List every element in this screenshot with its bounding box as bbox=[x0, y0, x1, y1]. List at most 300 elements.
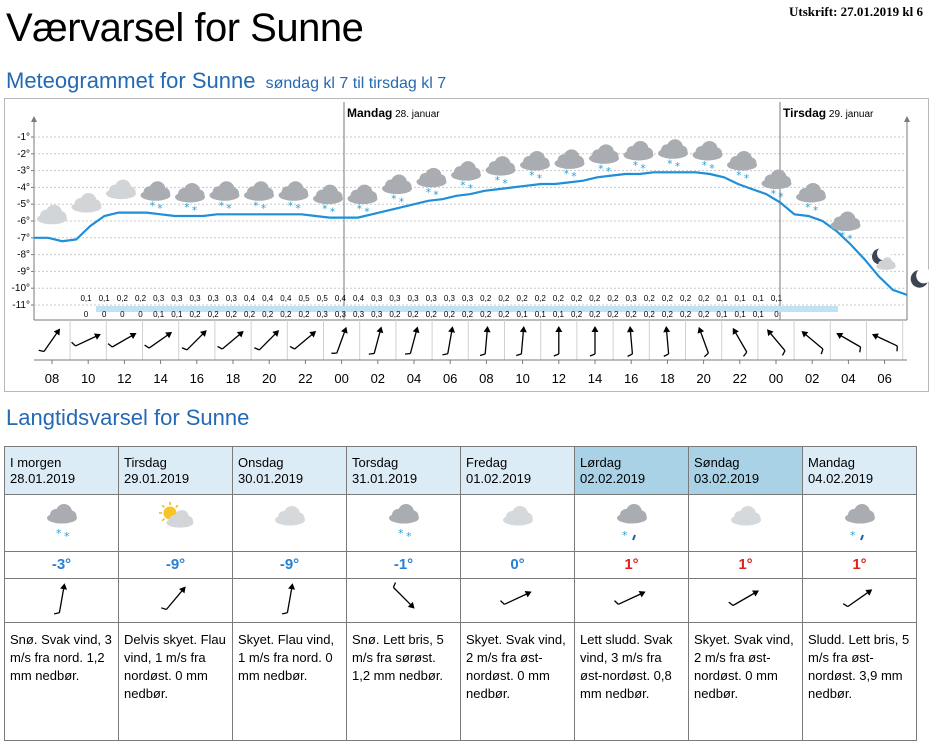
precip-max-label: 0,3 bbox=[153, 294, 165, 303]
partly-cloudy-icon bbox=[146, 495, 206, 545]
cloud-shape bbox=[731, 506, 761, 526]
cloud-icon bbox=[106, 180, 136, 200]
snow-icon bbox=[520, 151, 550, 185]
precip-max-label: 0,5 bbox=[316, 294, 328, 303]
meteogram-title bbox=[6, 68, 446, 94]
day-name: Søndag bbox=[694, 455, 740, 470]
wind-arrow-icon bbox=[290, 327, 318, 353]
snowflake-icon: * bbox=[529, 170, 535, 183]
day-date: 31.01.2019 bbox=[352, 471, 418, 486]
y-tick-label: -8° bbox=[17, 249, 30, 261]
snowflake-icon: * bbox=[563, 168, 570, 181]
wind-arrow-icon bbox=[498, 579, 538, 617]
wind-arrow-icon bbox=[389, 582, 418, 611]
snowflake-icon: * bbox=[425, 186, 432, 199]
cloud-shape bbox=[589, 144, 619, 164]
precip-min-label: 0,2 bbox=[625, 310, 637, 319]
wind-arrow-icon bbox=[442, 325, 456, 356]
snowflake-icon: * bbox=[364, 206, 370, 219]
precip-max-label: 0,2 bbox=[607, 294, 619, 303]
snowflake-icon: * bbox=[356, 203, 363, 216]
wind-arrow-icon bbox=[182, 327, 209, 354]
day-description: Delvis skyet. Flau vind, 1 m/s fra nordøst. 0 mm nedbør. bbox=[119, 623, 233, 741]
snow-icon bbox=[762, 170, 792, 204]
hour-label: 10 bbox=[515, 371, 530, 386]
day-temperature: 1° bbox=[803, 552, 917, 579]
wind-arrow-icon bbox=[369, 325, 385, 356]
precip-max-label: 0,3 bbox=[425, 294, 437, 303]
day-temperature: -9° bbox=[233, 552, 347, 579]
snowflake-icon: * bbox=[701, 159, 708, 172]
precip-min-label: 0,2 bbox=[262, 310, 274, 319]
day-description: Lett sludd. Svak vind, 3 m/s fra øst-nordøst. 0,8 mm nedbør. bbox=[575, 623, 689, 741]
cloud-shape bbox=[141, 181, 171, 201]
precip-min-label: 0,2 bbox=[680, 310, 692, 319]
day-label: Mandag 28. januar bbox=[347, 106, 440, 120]
precip-max-label: 0,2 bbox=[534, 294, 546, 303]
hour-label: 18 bbox=[660, 371, 675, 386]
precip-min-label: 0,2 bbox=[189, 310, 201, 319]
snowflake-icon: * bbox=[405, 530, 411, 543]
precip-max-label: 0,1 bbox=[770, 294, 783, 303]
hour-label: 14 bbox=[587, 371, 603, 386]
precip-max-label: 0,3 bbox=[462, 294, 474, 303]
precip-min-label: 0 bbox=[83, 310, 89, 319]
wind-arrow-icon bbox=[694, 326, 712, 357]
day-description: Snø. Svak vind, 3 m/s fra nord. 1,2 mm nedbør. bbox=[5, 623, 119, 741]
day-description: Skyet. Flau vind, 1 m/s fra nord. 0 mm nedbør. bbox=[233, 623, 347, 741]
cloud-icon bbox=[37, 205, 67, 225]
precip-min-label: 0,2 bbox=[462, 310, 474, 319]
precip-max-label: 0,4 bbox=[352, 294, 365, 303]
day-date: 30.01.2019 bbox=[238, 471, 304, 486]
precip-min-label: 0,1 bbox=[734, 310, 746, 319]
hour-label: 04 bbox=[841, 371, 856, 386]
snowflake-icon: * bbox=[287, 200, 294, 213]
day-temperature: 0° bbox=[461, 552, 575, 579]
meteogram-title-text: Meteogrammet for Sunne bbox=[6, 68, 256, 93]
precip-min-label: 0,2 bbox=[571, 310, 583, 319]
precip-min-label: 0,2 bbox=[443, 310, 455, 319]
meteogram-chart bbox=[4, 98, 929, 392]
y-tick-label: -11° bbox=[12, 300, 30, 311]
snowflake-icon: * bbox=[849, 529, 855, 542]
y-tick-label: -3° bbox=[17, 165, 30, 177]
snow-icon bbox=[313, 185, 343, 219]
precip-max-label: 0,2 bbox=[571, 294, 583, 303]
hour-label: 04 bbox=[406, 371, 422, 386]
wind-arrow-icon bbox=[843, 585, 874, 610]
raindrop-icon bbox=[861, 535, 863, 540]
precip-max-label: 0,5 bbox=[298, 294, 310, 303]
snowflake-icon: * bbox=[621, 529, 627, 542]
precip-max-label: 0,2 bbox=[680, 294, 692, 303]
cloud-shape bbox=[275, 506, 305, 526]
hour-label: 08 bbox=[479, 371, 494, 386]
snowflake-icon: * bbox=[184, 201, 190, 214]
day-description: Skyet. Svak vind, 2 m/s fra øst-nordøst. 0 mm nedbør. bbox=[461, 623, 575, 741]
precip-max-label: 0,2 bbox=[661, 294, 674, 303]
precip-max-label: 0,1 bbox=[734, 294, 746, 303]
precip-min-label: 0,2 bbox=[225, 310, 237, 319]
snow-icon bbox=[624, 141, 654, 175]
snowflake-icon: * bbox=[295, 203, 301, 216]
cloud-shape bbox=[389, 504, 419, 524]
precip-min-label: 0,2 bbox=[607, 310, 619, 319]
precip-min-label: 0,2 bbox=[207, 310, 219, 319]
precip-max-label: 0,3 bbox=[371, 294, 383, 303]
wind-arrow-icon bbox=[728, 586, 760, 609]
snow-icon bbox=[175, 183, 205, 217]
sleet-icon bbox=[830, 495, 890, 545]
cloud-shape bbox=[762, 170, 792, 190]
precip-max-label: 0,1 bbox=[716, 294, 728, 303]
snowflake-icon: * bbox=[571, 171, 577, 184]
snow-icon bbox=[244, 181, 274, 215]
snowflake-icon: * bbox=[460, 180, 466, 193]
cloud-shape bbox=[831, 212, 861, 232]
day-name: Lørdag bbox=[580, 455, 622, 470]
snow-icon bbox=[382, 175, 412, 209]
precip-min-label: 0 bbox=[101, 310, 107, 319]
precip-max-label: 0,4 bbox=[262, 294, 274, 303]
cloud-icon bbox=[488, 495, 548, 545]
precip-min-label: 0,2 bbox=[480, 310, 492, 319]
cloud-shape bbox=[658, 139, 688, 159]
snowflake-icon: * bbox=[778, 191, 784, 204]
cloud-shape bbox=[106, 180, 136, 200]
day-header bbox=[347, 447, 461, 495]
wind-arrow-icon bbox=[282, 582, 296, 615]
snowflake-icon: * bbox=[149, 200, 156, 213]
cloud-shape bbox=[520, 151, 550, 171]
precip-max-label: 0,2 bbox=[698, 294, 710, 303]
day-header bbox=[689, 447, 803, 495]
sleet-icon bbox=[602, 495, 662, 545]
snow-icon bbox=[279, 181, 309, 215]
snowflake-icon: * bbox=[55, 527, 61, 540]
precip-max-label: 0,1 bbox=[98, 294, 110, 303]
precip-max-label: 0,1 bbox=[752, 294, 764, 303]
snow-icon bbox=[210, 181, 240, 215]
snowflake-icon: * bbox=[467, 182, 474, 195]
precip-max-label: 0,4 bbox=[334, 294, 346, 303]
day-date: 01.02.2019 bbox=[466, 471, 532, 486]
precip-min-label: 0,1 bbox=[534, 310, 546, 319]
cloud-icon bbox=[716, 495, 776, 545]
precip-min-label: 0,1 bbox=[516, 310, 528, 319]
day-name: Fredag bbox=[466, 455, 508, 470]
precip-max-label: 0,3 bbox=[407, 294, 419, 303]
page-title: Værvarsel for Sunne bbox=[6, 6, 364, 50]
snowflake-icon: * bbox=[157, 203, 163, 216]
day-temperature: -3° bbox=[5, 552, 119, 579]
cloud-shape bbox=[503, 506, 533, 526]
cloud-shape bbox=[845, 504, 875, 524]
wind-arrow-icon bbox=[254, 327, 281, 354]
snowflake-icon: * bbox=[494, 175, 501, 188]
day-temperature: 1° bbox=[575, 552, 689, 579]
wind-arrow-icon bbox=[834, 330, 864, 352]
wind-arrow-icon bbox=[625, 326, 636, 357]
precip-max-label: 0,4 bbox=[280, 294, 292, 303]
wind-arrow-icon bbox=[72, 330, 103, 350]
wind-arrow-icon bbox=[270, 579, 310, 617]
day-description: Skyet. Svak vind, 2 m/s fra øst-nordøst. 0 mm nedbør. bbox=[689, 623, 803, 741]
day-name: I morgen bbox=[10, 455, 62, 470]
snowflake-icon: * bbox=[743, 172, 750, 185]
wind-arrow-icon bbox=[661, 326, 672, 357]
y-tick-label: -1° bbox=[17, 132, 30, 143]
hour-label: 16 bbox=[189, 371, 205, 386]
y-tick-label: -7° bbox=[17, 232, 30, 244]
wind-arrow-icon bbox=[612, 579, 652, 617]
precip-max-label: 0,3 bbox=[443, 294, 455, 303]
axis-arrow bbox=[904, 116, 910, 122]
wind-arrow-icon bbox=[161, 583, 188, 613]
precip-min-label: 0,2 bbox=[698, 310, 710, 319]
snowflake-icon: * bbox=[536, 172, 543, 185]
y-tick-label: -4° bbox=[17, 182, 30, 194]
precip-min-label: 0,2 bbox=[643, 310, 655, 319]
precip-max-label: 0,2 bbox=[116, 294, 128, 303]
wind-arrow-icon bbox=[728, 326, 750, 356]
snow-icon bbox=[417, 168, 447, 202]
snowflake-icon: * bbox=[329, 206, 336, 219]
wind-arrow-icon bbox=[331, 325, 349, 356]
hour-label: 00 bbox=[334, 371, 349, 386]
wind-arrow-icon bbox=[763, 327, 789, 355]
precip-max-label: 0,3 bbox=[189, 294, 201, 303]
wind-arrow-icon bbox=[614, 587, 647, 608]
day-label: Tirsdag 29. januar bbox=[783, 106, 874, 120]
precip-min-label: 0,1 bbox=[171, 310, 183, 319]
snowflake-icon: * bbox=[839, 230, 846, 243]
y-tick-label: -6° bbox=[17, 216, 30, 227]
snowflake-icon: * bbox=[433, 189, 439, 202]
y-tick-label: -10° bbox=[11, 283, 30, 295]
cloud-shape bbox=[617, 504, 647, 524]
day-name: Tirsdag bbox=[124, 455, 167, 470]
snowflake-icon: * bbox=[63, 530, 69, 543]
longterm-title: Langtidsvarsel for Sunne bbox=[6, 405, 250, 430]
precip-min-label: 0 bbox=[774, 310, 779, 319]
hour-label: 06 bbox=[442, 371, 458, 386]
snowflake-icon: * bbox=[847, 233, 853, 246]
day-header bbox=[461, 447, 575, 495]
wind-arrow-icon bbox=[590, 326, 599, 356]
snowflake-icon: * bbox=[805, 201, 811, 214]
hour-label: 12 bbox=[117, 371, 132, 386]
precip-min-label: 0,2 bbox=[661, 310, 674, 319]
precip-max-label: 0,3 bbox=[625, 294, 637, 303]
precip-min-label: 0,2 bbox=[407, 310, 419, 319]
wind-arrow-icon bbox=[156, 579, 196, 617]
snow-icon bbox=[374, 495, 434, 545]
snowflake-icon: * bbox=[812, 204, 819, 217]
snow-icon bbox=[486, 156, 516, 190]
cloud-shape bbox=[486, 156, 516, 176]
precip-max-label: 0,2 bbox=[516, 294, 528, 303]
cloud-shape bbox=[210, 181, 240, 201]
snowflake-icon: * bbox=[398, 196, 405, 209]
day-temperature: -1° bbox=[347, 552, 461, 579]
day-header-row bbox=[5, 447, 917, 495]
cloud-shape bbox=[693, 141, 723, 161]
y-tick-label: -9° bbox=[17, 266, 30, 278]
precip-min-label: 0,2 bbox=[298, 310, 310, 319]
precip-min-label: 0,1 bbox=[716, 310, 728, 319]
cloud-shape bbox=[555, 149, 585, 169]
wind-arrow-icon bbox=[798, 328, 826, 354]
snowflake-icon: * bbox=[709, 162, 715, 175]
wind-arrow-icon bbox=[554, 326, 563, 356]
cloud-shape bbox=[796, 183, 826, 203]
precip-max-label: 0,3 bbox=[389, 294, 401, 303]
meteogram-period: søndag kl 7 til tirsdag kl 7 bbox=[265, 75, 447, 92]
temperature-row bbox=[5, 552, 917, 579]
icon-row bbox=[5, 495, 917, 552]
precip-min-label: 0,1 bbox=[752, 310, 764, 319]
day-name: Mandag bbox=[808, 455, 855, 470]
snowflake-icon: * bbox=[770, 188, 777, 201]
wind-arrow-icon bbox=[218, 327, 246, 353]
precip-max-label: 0,2 bbox=[589, 294, 601, 303]
hour-label: 20 bbox=[261, 371, 277, 386]
cloud-icon bbox=[260, 495, 320, 545]
snow-icon bbox=[693, 141, 723, 175]
description-row bbox=[5, 623, 917, 741]
wind-row bbox=[5, 579, 917, 623]
hour-label: 20 bbox=[696, 371, 711, 386]
wind-arrow-icon bbox=[840, 579, 880, 617]
snow-icon bbox=[141, 181, 171, 215]
wind-arrow-icon bbox=[480, 326, 491, 357]
precip-max-label: 0,2 bbox=[480, 294, 492, 303]
hour-label: 02 bbox=[370, 371, 386, 386]
precip-max-label: 0,1 bbox=[80, 294, 92, 303]
y-tick-label: -5° bbox=[17, 199, 30, 211]
hour-label: 22 bbox=[298, 371, 313, 386]
day-name: Onsdag bbox=[238, 455, 284, 470]
cloud-shape bbox=[451, 161, 481, 181]
snow-icon bbox=[555, 149, 585, 183]
cloud-shape bbox=[624, 141, 654, 161]
hour-label: 12 bbox=[551, 371, 567, 386]
wind-arrow-icon bbox=[726, 579, 766, 617]
hour-label: 14 bbox=[153, 371, 168, 386]
precip-max-label: 0,2 bbox=[498, 294, 510, 303]
precip-min-label: 0,2 bbox=[589, 310, 601, 319]
wind-arrow-icon bbox=[145, 328, 174, 352]
hour-label: 16 bbox=[623, 371, 639, 386]
snowflake-icon: * bbox=[191, 204, 198, 217]
day-description: Snø. Lett bris, 5 m/s fra sørøst. 1,2 mm nedbør. bbox=[347, 623, 461, 741]
hour-label: 08 bbox=[44, 371, 60, 386]
snowflake-icon: * bbox=[605, 166, 612, 179]
cloud-shape bbox=[382, 175, 412, 195]
cloud-icon bbox=[72, 193, 102, 213]
wind-arrow-icon bbox=[516, 326, 527, 357]
snowflake-icon: * bbox=[667, 158, 673, 171]
cloud-shape bbox=[279, 181, 309, 201]
wind-arrow-icon bbox=[384, 579, 424, 617]
hour-label: 22 bbox=[732, 371, 748, 386]
precip-min-label: 0,2 bbox=[280, 310, 292, 319]
precip-min-label: 0,3 bbox=[316, 310, 328, 319]
hour-label: 02 bbox=[804, 371, 820, 386]
snowflake-icon: * bbox=[598, 163, 604, 176]
day-date: 03.02.2019 bbox=[694, 471, 760, 486]
snowflake-icon: * bbox=[226, 203, 232, 216]
snowflake-icon: * bbox=[322, 203, 328, 216]
raindrop-icon bbox=[633, 535, 635, 540]
snow-icon bbox=[658, 139, 688, 173]
printed-timestamp: Utskrift: 27.01.2019 kl 6 bbox=[789, 4, 923, 19]
snowflake-icon: * bbox=[674, 161, 681, 174]
day-date: 29.01.2019 bbox=[124, 471, 190, 486]
precip-max-label: 0,2 bbox=[552, 294, 564, 303]
cloud-shape bbox=[244, 181, 274, 201]
day-description: Sludd. Lett bris, 5 m/s fra øst-nordøst. 3,9 mm nedbør. bbox=[803, 623, 917, 741]
precip-max-label: 0,2 bbox=[643, 294, 655, 303]
day-date: 28.01.2019 bbox=[10, 471, 76, 486]
cloud-shape bbox=[175, 183, 205, 203]
precip-min-label: 0,2 bbox=[243, 310, 256, 319]
precip-min-label: 0,2 bbox=[425, 310, 437, 319]
wind-arrow-icon bbox=[108, 329, 138, 351]
precip-min-label: 0 bbox=[120, 310, 125, 319]
snowflake-icon: * bbox=[502, 177, 508, 190]
moon-icon bbox=[911, 268, 929, 288]
precip-min-label: 0,2 bbox=[498, 310, 510, 319]
day-header bbox=[575, 447, 689, 495]
axis-arrow bbox=[31, 116, 37, 122]
snow-icon bbox=[796, 183, 826, 217]
snowflake-icon: * bbox=[218, 200, 225, 213]
day-date: 04.02.2019 bbox=[808, 471, 874, 486]
precip-max-label: 0,3 bbox=[207, 294, 219, 303]
precip-max-label: 0,3 bbox=[171, 294, 183, 303]
snow-icon bbox=[32, 495, 92, 545]
wind-arrow-icon bbox=[500, 587, 533, 608]
hour-label: 00 bbox=[768, 371, 784, 386]
cloud-shape bbox=[72, 193, 102, 213]
day-header bbox=[5, 447, 119, 495]
snowflake-icon: * bbox=[397, 527, 403, 540]
snowflake-icon: * bbox=[736, 170, 742, 183]
longterm-forecast-table bbox=[4, 446, 917, 741]
snow-icon bbox=[451, 161, 481, 195]
precip-min-label: 0,1 bbox=[552, 310, 564, 319]
y-tick-label: -2° bbox=[17, 148, 30, 160]
day-header bbox=[803, 447, 917, 495]
precip-min-label: 0,2 bbox=[389, 310, 401, 319]
precip-min-label: 0,3 bbox=[352, 310, 365, 319]
day-date: 02.02.2019 bbox=[580, 471, 646, 486]
hour-label: 06 bbox=[877, 371, 892, 386]
cloud-shape bbox=[37, 205, 67, 225]
snowflake-icon: * bbox=[640, 162, 646, 175]
cloud-shape bbox=[47, 504, 77, 524]
snowflake-icon: * bbox=[253, 200, 259, 213]
wind-arrow-icon bbox=[405, 325, 421, 356]
day-header bbox=[119, 447, 233, 495]
snowflake-icon: * bbox=[260, 203, 267, 216]
day-temperature: -9° bbox=[119, 552, 233, 579]
precip-min-label: 0,3 bbox=[371, 310, 383, 319]
wind-arrow-icon bbox=[39, 326, 63, 355]
